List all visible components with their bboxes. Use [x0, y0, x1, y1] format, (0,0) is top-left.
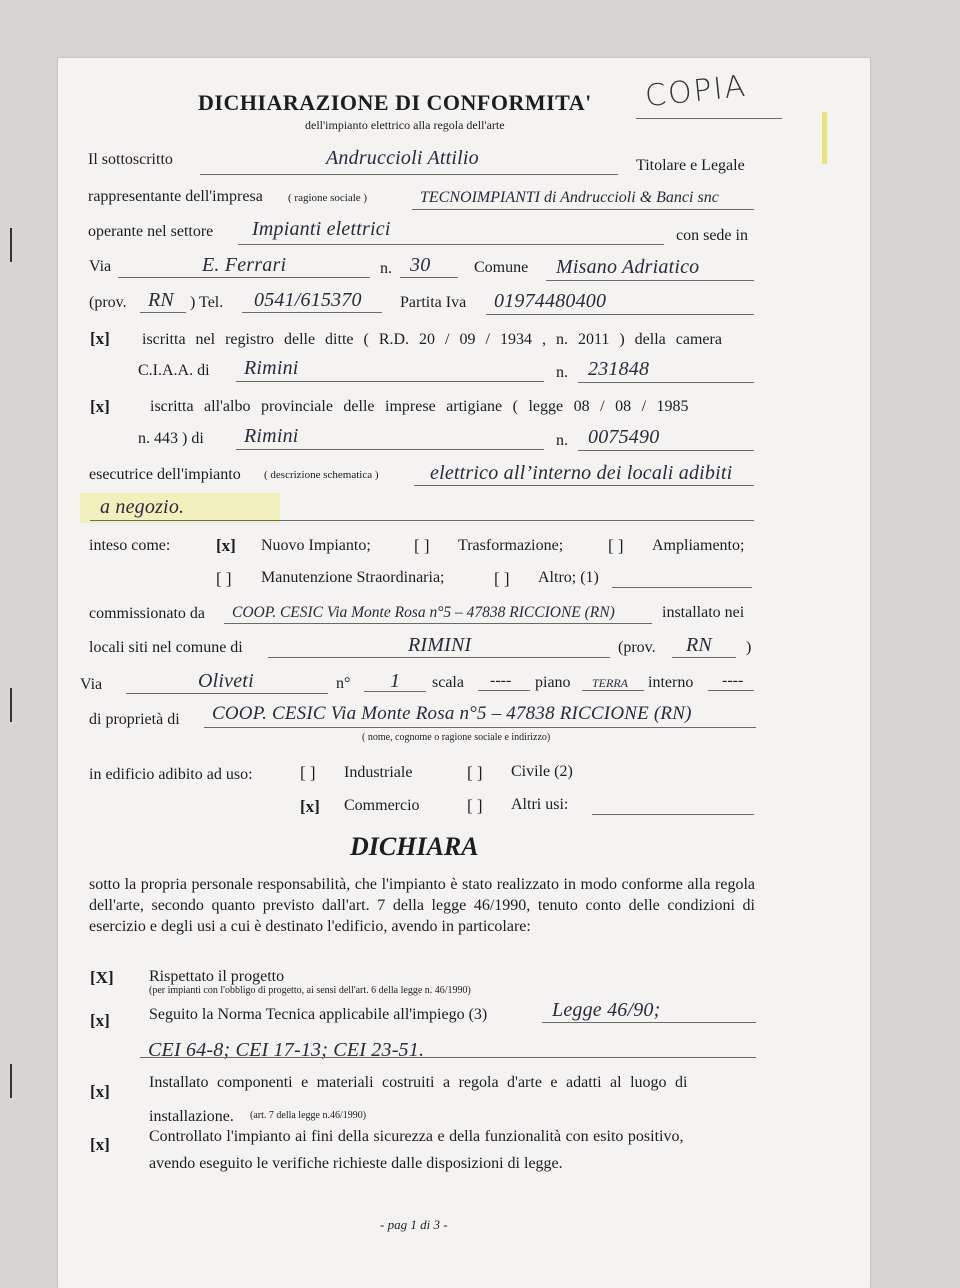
n1-line [578, 382, 754, 383]
commercio-label: Commercio [344, 797, 420, 814]
installation-line2 [90, 520, 754, 521]
altri-usi-checkbox[interactable]: [ ] [467, 796, 483, 815]
client-via-label: Via [80, 676, 103, 693]
piano-value: TERRA [592, 676, 628, 690]
registry-text: iscritta nel registro delle ditte ( R.D. 20 / 09 / 1934 , n. 2011 ) della camera [142, 331, 722, 348]
componenti-note: (art. 7 della legge n.46/1990) [250, 1110, 367, 1121]
ciaa-label: C.I.A.A. di [138, 362, 210, 379]
civile-checkbox[interactable]: [ ] [467, 763, 483, 782]
n-line [400, 277, 458, 278]
registry-checkbox[interactable]: [x] [90, 329, 110, 348]
installed-label: installato nei [662, 604, 745, 621]
norma-line2 [140, 1057, 756, 1058]
norma-hw-line1: Legge 46/90; [552, 999, 661, 1021]
nuovo-impianto-label: Nuovo Impianto; [261, 537, 371, 554]
owner-label: di proprietà di [89, 711, 180, 728]
client-num-line [364, 691, 426, 692]
norma-line1 [542, 1022, 756, 1023]
n2-value: 0075490 [588, 426, 660, 448]
norma-checkbox[interactable]: [x] [90, 1011, 110, 1030]
trasformazione-label: Trasformazione; [458, 537, 564, 554]
altro-checkbox[interactable]: [ ] [494, 569, 510, 588]
trasformazione-checkbox[interactable]: [ ] [414, 536, 430, 555]
scala-label: scala [432, 674, 464, 691]
scala-value: ---- [490, 672, 512, 689]
ciaa-value: Rimini [244, 357, 299, 379]
piano-line [582, 690, 644, 691]
ampliamento-checkbox[interactable]: [ ] [608, 536, 624, 555]
componenti-line2: installazione. [149, 1108, 234, 1125]
albo-checkbox[interactable]: [x] [90, 397, 110, 416]
tel-line [242, 312, 382, 313]
norma-hw-line2: CEI 64-8; CEI 17-13; CEI 23-51. [148, 1039, 425, 1061]
piva-label: Partita Iva [400, 294, 467, 311]
piano-label: piano [535, 674, 571, 691]
owner-value: COOP. CESIC Via Monte Rosa n°5 – 47838 RICCIONE (RN) [212, 703, 692, 724]
ciaa-line [236, 381, 544, 382]
company-name: TECNOIMPIANTI di Andruccioli & Banci snc [420, 189, 719, 206]
via-value: E. Ferrari [202, 254, 287, 276]
manutenzione-checkbox[interactable]: [ ] [216, 569, 232, 588]
altro-line [612, 587, 752, 588]
seat-label: con sede in [676, 227, 748, 244]
comune-line [546, 280, 754, 281]
industriale-label: Industriale [344, 764, 413, 781]
client-via: Oliveti [198, 670, 254, 692]
controllato-line1: Controllato l'impianto ai fini della sicurezza e della funzionalità con esito positivo, [149, 1128, 684, 1145]
scan-edge-mark [10, 228, 12, 262]
piva-line [486, 314, 754, 315]
scan-edge-mark [10, 688, 12, 722]
client-comune-line [268, 657, 610, 658]
role-label: Titolare e Legale [636, 157, 745, 174]
client-num-label: n° [336, 675, 351, 692]
locali-label: locali siti nel comune di [89, 639, 243, 656]
highlighter-mark [822, 112, 827, 164]
componenti-checkbox[interactable]: [x] [90, 1082, 110, 1101]
albo-line [236, 449, 544, 450]
signer-label: Il sottoscritto [88, 151, 173, 168]
albo-value: Rimini [244, 425, 299, 447]
sector-line [238, 244, 664, 245]
client-comune: RIMINI [408, 634, 472, 656]
tel-value: 0541/615370 [254, 289, 362, 311]
comune-value: Misano Adriatico [556, 256, 700, 278]
progetto-label: Rispettato il progetto [149, 968, 285, 985]
comune-label: Comune [474, 259, 529, 276]
installation-note: ( descrizione schematica ) [264, 469, 379, 481]
altri-usi-label: Altri usi: [511, 796, 569, 813]
document-title: DICHIARAZIONE DI CONFORMITA' [198, 90, 592, 115]
client-prov-label: (prov. [618, 639, 656, 656]
interno-label: interno [648, 674, 694, 691]
company-line [412, 209, 754, 210]
document-page [58, 58, 870, 1288]
installation-desc-line1: elettrico all’interno dei locali adibiti [430, 462, 733, 484]
installation-label: esecutrice dell'impianto [89, 466, 241, 483]
prov-line [140, 312, 186, 313]
civile-label: Civile (2) [511, 763, 573, 780]
tel-label: ) Tel. [190, 294, 224, 311]
copia-stamp: COPIA [643, 68, 749, 115]
via-label: Via [89, 258, 112, 275]
client-prov-close: ) [746, 639, 752, 656]
controllato-checkbox[interactable]: [x] [90, 1135, 110, 1154]
installation-desc-line2: a negozio. [100, 496, 185, 518]
progetto-checkbox[interactable]: [X] [90, 968, 114, 987]
owner-line [204, 727, 756, 728]
nuovo-impianto-checkbox[interactable]: [x] [216, 536, 236, 555]
intent-label: inteso come: [89, 537, 171, 554]
client-name: COOP. CESIC Via Monte Rosa n°5 – 47838 RICCIONE (RN) [232, 604, 615, 621]
interno-value: ---- [722, 672, 744, 689]
sector-label: operante nel settore [88, 223, 214, 240]
scan-edge-mark [10, 1064, 12, 1098]
client-via-line [126, 693, 328, 694]
usage-label: in edificio adibito ad uso: [89, 766, 253, 783]
client-prov-line [672, 657, 736, 658]
n1-value: 231848 [588, 358, 650, 380]
scala-line [478, 690, 530, 691]
owner-note: ( nome, cognome o ragione sociale e indirizzo) [362, 732, 551, 743]
controllato-line2: avendo eseguito le verifiche richieste dalle disposizioni di legge. [149, 1155, 563, 1172]
n2-line [578, 450, 754, 451]
rep-label: rappresentante dell'impresa [88, 188, 263, 205]
client-label: commissionato da [89, 605, 205, 622]
prov-value: RN [148, 289, 174, 311]
n-label: n. [380, 260, 392, 277]
client-line [224, 623, 652, 624]
signer-line [200, 174, 618, 175]
via-line [118, 277, 370, 278]
signer-name: Andruccioli Attilio [326, 147, 479, 169]
n-value: 30 [410, 254, 431, 276]
declaration-paragraph: sotto la propria personale responsabilità, che l'impianto è stato realizzato in modo conforme alla regola dell'arte, secondo quanto previsto dall'art. 7 della legge 46/1990, tenuto conto delle condizioni di esercizio e degli usi a cui è destinato l'edificio, avendo in particolare: [89, 876, 755, 935]
interno-line [708, 690, 754, 691]
installation-line1 [414, 485, 754, 486]
n443-label: n. 443 ) di [138, 430, 204, 447]
client-num: 1 [390, 670, 401, 692]
rep-note: ( ragione sociale ) [288, 192, 368, 204]
n1-label: n. [556, 364, 568, 381]
albo-text: iscritta all'albo provinciale delle imprese artigiane ( legge 08 / 08 / 1985 [150, 398, 689, 415]
progetto-note: (per impianti con l'obbligo di progetto, ai sensi dell'art. 6 della legge n. 46/1990) [149, 985, 471, 996]
prov-label: (prov. [89, 294, 127, 311]
sector-value: Impianti elettrici [252, 218, 391, 240]
ampliamento-label: Ampliamento; [652, 537, 745, 554]
stamp-underline [636, 118, 782, 119]
n2-label: n. [556, 432, 568, 449]
commercio-checkbox[interactable]: [x] [300, 797, 320, 816]
declaration-heading: DICHIARA [350, 832, 479, 861]
document-subtitle: dell'impianto elettrico alla regola dell'arte [305, 118, 505, 132]
industriale-checkbox[interactable]: [ ] [300, 763, 316, 782]
piva-value: 01974480400 [494, 290, 607, 312]
page-number: - pag 1 di 3 - [380, 1217, 448, 1232]
manutenzione-label: Manutenzione Straordinaria; [261, 569, 445, 586]
altro-label: Altro; (1) [538, 569, 599, 586]
client-prov: RN [686, 634, 712, 656]
componenti-line1: Installato componenti e materiali costruiti a regola d'arte e adatti al luogo di [149, 1074, 688, 1091]
norma-label: Seguito la Norma Tecnica applicabile all'impiego (3) [149, 1006, 488, 1023]
altri-usi-line [592, 814, 754, 815]
